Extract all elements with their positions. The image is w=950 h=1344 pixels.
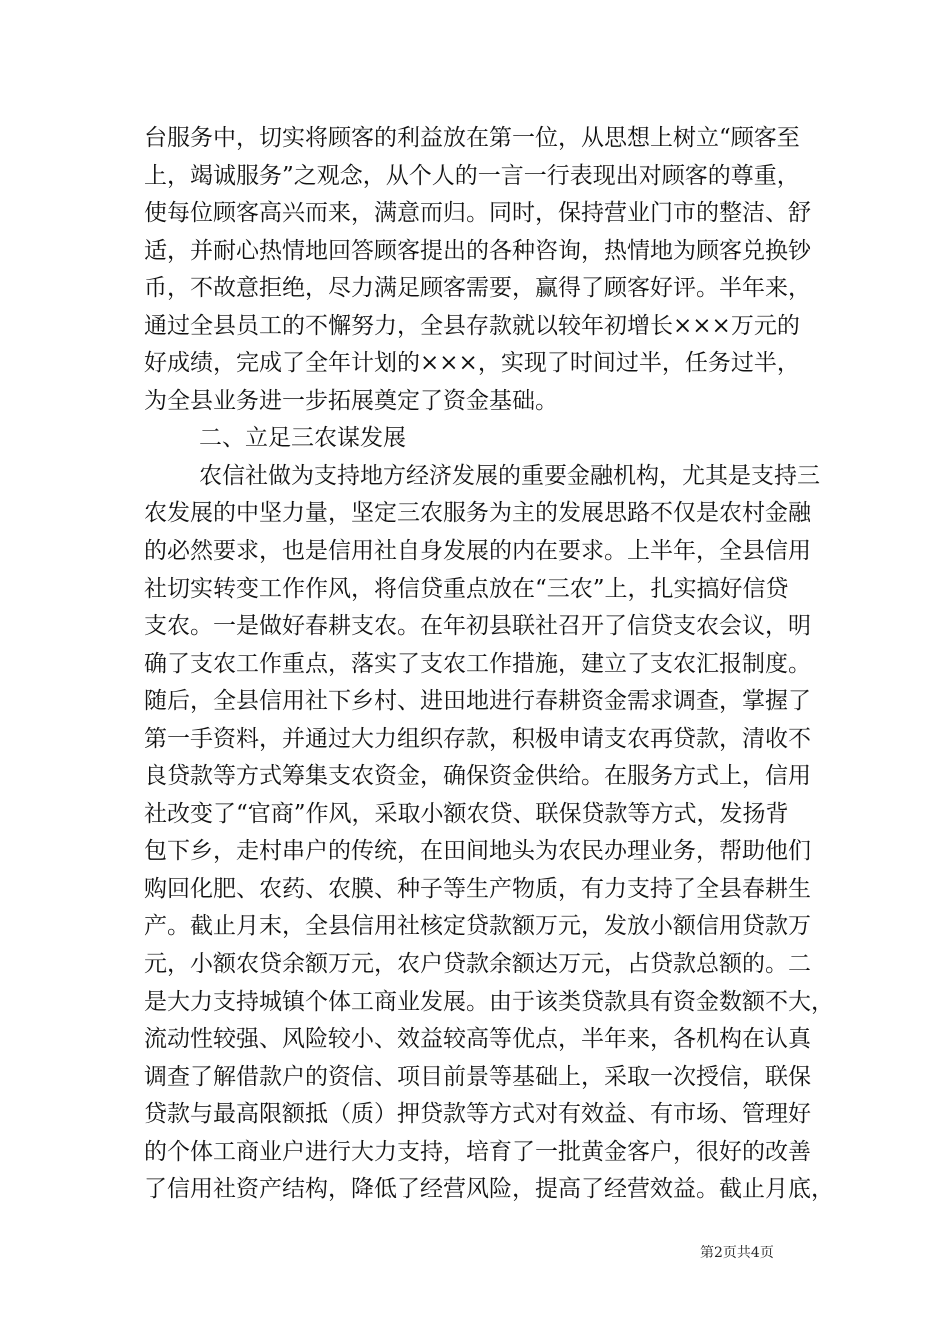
text-line: 随后，全县信用社下乡村、进田地进行春耕资金需求调查，掌握了 bbox=[144, 688, 811, 715]
text-line: 了信用社资产结构，降低了经营风险，提高了经营效益。截止月底， bbox=[144, 1176, 834, 1203]
text-line: 的必然要求，也是信用社自身发展的内在要求。上半年，全县信用 bbox=[144, 538, 811, 565]
text-line: 使每位顾客高兴而来，满意而归。同时，保持营业门市的整洁、舒 bbox=[144, 200, 811, 227]
text-line: 良贷款等方式筹集支农资金，确保资金供给。在服务方式上，信用 bbox=[144, 763, 811, 790]
text-line: 通过全县员工的不懈努力，全县存款就以较年初增长×××万元的 bbox=[144, 312, 800, 339]
paragraph-first-line: 农信社做为支持地方经济发展的重要金融机构，尤其是支持三 bbox=[199, 462, 820, 489]
text-line: 上，竭诚服务”之观念，从个人的一言一行表现出对顾客的尊重， bbox=[144, 162, 800, 189]
text-line: 台服务中，切实将顾客的利益放在第一位，从思想上树立“顾客至 bbox=[144, 125, 800, 151]
text-line: 调查了解借款户的资信、项目前景等基础上，采取一次授信，联保 bbox=[144, 1063, 811, 1090]
text-line: 社改变了“官商”作风，采取小额农贷、联保贷款等方式，发扬背 bbox=[144, 800, 789, 827]
text-line: 包下乡，走村串户的传统，在田间地头为农民办理业务，帮助他们 bbox=[144, 838, 811, 865]
text-line: 的个体工商业户进行大力支持，培育了一批黄金客户，很好的改善 bbox=[144, 1138, 811, 1165]
page-number: 第2页共4页 bbox=[700, 1245, 774, 1261]
text-line: 购回化肥、农药、农膜、种子等生产物质，有力支持了全县春耕生 bbox=[144, 875, 811, 902]
text-line: 确了支农工作重点，落实了支农工作措施，建立了支农汇报制度。 bbox=[144, 650, 811, 677]
text-line: 为全县业务进一步拓展奠定了资金基础。 bbox=[144, 387, 558, 414]
text-line: 流动性较强、风险较小、效益较高等优点，半年来，各机构在认真 bbox=[144, 1026, 811, 1053]
text-line: 贷款与最高限额抵（质）押贷款等方式对有效益、有市场、管理好 bbox=[144, 1101, 811, 1128]
text-line: 适，并耐心热情地回答顾客提出的各种咨询，热情地为顾客兑换钞 bbox=[144, 237, 811, 264]
text-line: 好成绩，完成了全年计划的×××，实现了时间过半，任务过半， bbox=[144, 350, 800, 377]
text-line: 是大力支持城镇个体工商业发展。由于该类贷款具有资金数额不大， bbox=[144, 988, 834, 1015]
text-line: 元，小额农贷余额万元，农户贷款余额达万元，占贷款总额的。二 bbox=[144, 951, 811, 978]
text-line: 第一手资料，并通过大力组织存款，积极申请支农再贷款，清收不 bbox=[144, 725, 811, 752]
text-line: 社切实转变工作作风，将信贷重点放在“三农”上，扎实搞好信贷 bbox=[144, 575, 789, 602]
text-line: 产。截止月末，全县信用社核定贷款额万元，发放小额信用贷款万 bbox=[144, 913, 811, 940]
text-line: 农发展的中坚力量，坚定三农服务为主的发展思路不仅是农村金融 bbox=[144, 500, 811, 527]
text-line: 支农。一是做好春耕支农。在年初县联社召开了信贷支农会议，明 bbox=[144, 613, 811, 640]
body-text bbox=[144, 120, 834, 1209]
section-heading: 二、立足三农谋发展 bbox=[199, 425, 406, 452]
text-line: 币，不故意拒绝，尽力满足顾客需要，赢得了顾客好评。半年来， bbox=[144, 275, 811, 302]
